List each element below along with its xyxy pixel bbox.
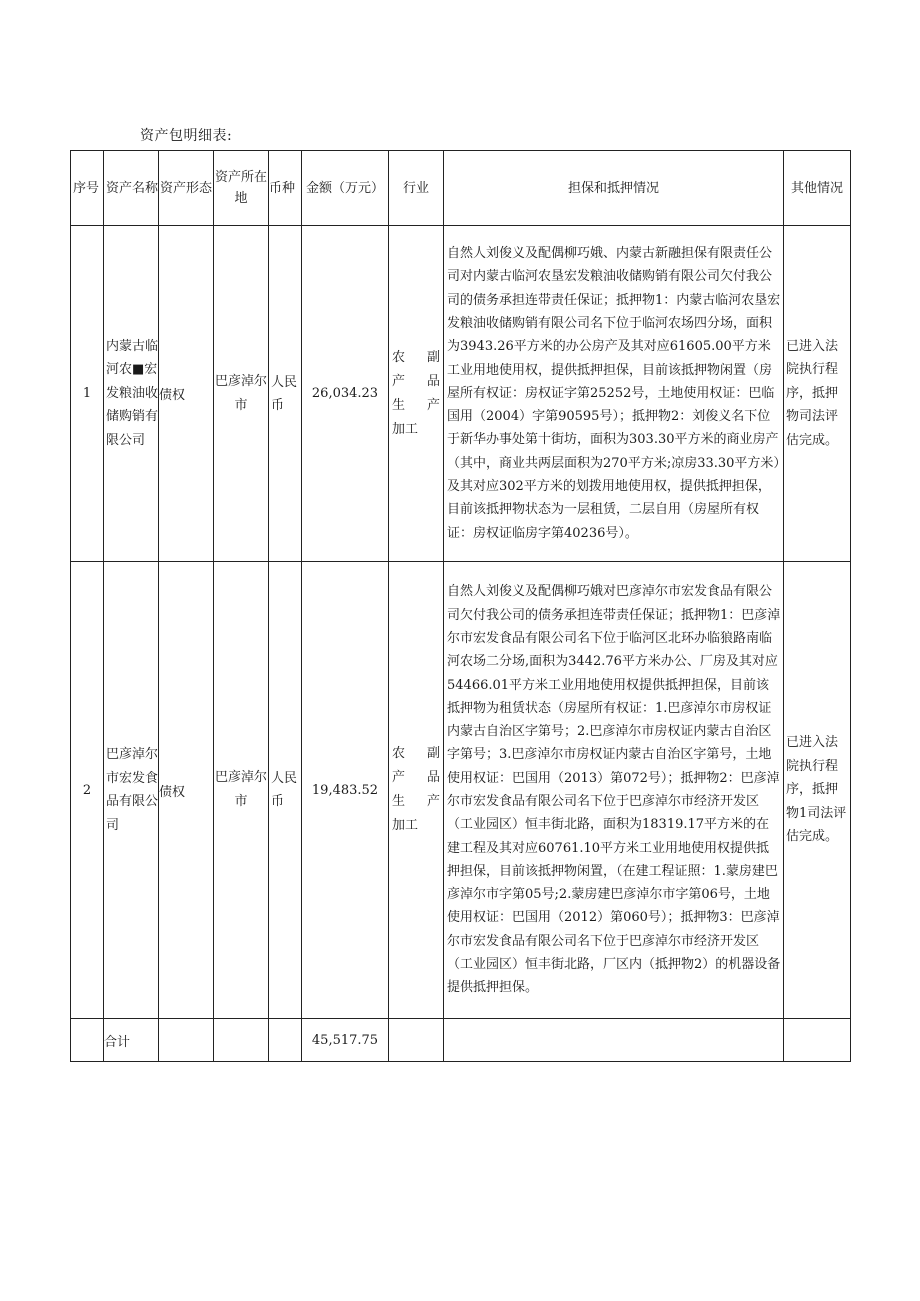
industry-char: 农 (392, 349, 406, 365)
header-form: 资产形态 (159, 151, 214, 226)
row-seq: 1 (71, 226, 104, 562)
table-header-row (71, 151, 851, 226)
row-asset-name: 巴彦淖尔市宏发食品有限公司 (104, 562, 159, 1019)
row-other-info: 已进入法院执行程序，抵押物1司法评估完成。 (784, 562, 851, 1019)
header-amount: 金额（万元） (302, 151, 389, 226)
header-guarantee: 担保和抵押情况 (444, 151, 784, 226)
row-asset-name: 内蒙古临河农■宏发粮油收储购销有限公司 (104, 226, 159, 562)
row-amount: 26,034.23 (302, 226, 389, 562)
total-seq-empty (71, 1019, 104, 1062)
industry-char: 生 (392, 794, 406, 809)
total-empty-cell (389, 1019, 444, 1062)
industry-char: 副 (426, 746, 440, 761)
table-row (71, 562, 851, 1019)
total-empty-cell (444, 1019, 784, 1062)
total-label: 合计 (104, 1019, 159, 1062)
total-amount: 45,517.75 (302, 1019, 389, 1062)
page-title: 资产包明细表: (140, 128, 233, 144)
total-empty-cell (159, 1019, 214, 1062)
row-asset-form: 债权 (159, 562, 214, 1019)
total-row (71, 1019, 851, 1062)
row-other-info: 已进入法院执行程序，抵押物司法评估完成。 (784, 226, 851, 562)
industry-char: 产 (392, 770, 406, 785)
total-empty-cell (214, 1019, 269, 1062)
asset-table (70, 150, 851, 1062)
row-guarantee-detail: 自然人刘俊义及配偶柳巧娥、内蒙古新融担保有限责任公司对内蒙古临河农垦宏发粮油收储购销有限公司欠付我公司的债务承担连带责任保证；抵押物1：内蒙古临河农垦宏发粮油收储购销有限公司名下位于临河农场四分场，面积为3943.26平方米的办公房产及其对应61605.00平方米工业用地使用权，提供抵押担保，目前该抵押物闲置（房屋所有权证：房权证字第25252号，土地使用权证：巴临国用（2004）字第90595号）；抵押物2：刘俊义名下位于新华办事处第十街坊，面积为303.30平方米的商业房产（其中，商业共两层面积为270平方米;凉房33.30平方米）及其对应302平方米的划拨用地使用权，提供抵押担保，目前该抵押物状态为一层租赁，二层自用（房屋所有权证：房权证临房字第40236号）。 (444, 226, 784, 562)
row-currency: 人民币 (269, 562, 302, 1019)
total-empty-cell (269, 1019, 302, 1062)
industry-char: 品 (426, 770, 440, 785)
row-seq: 2 (71, 562, 104, 1019)
industry-char: 副 (426, 349, 440, 365)
industry-char: 加工 (392, 818, 419, 833)
row-location: 巴彦淖尔市 (214, 226, 269, 562)
row-currency: 人民币 (269, 226, 302, 562)
header-other: 其他情况 (784, 151, 851, 226)
industry-char: 产 (426, 397, 440, 413)
header-location: 资产所在地 (214, 151, 269, 226)
header-industry: 行业 (389, 151, 444, 226)
industry-char: 品 (426, 373, 440, 389)
industry-char: 产 (392, 373, 406, 389)
row-location: 巴彦淖尔市 (214, 562, 269, 1019)
total-empty-cell (784, 1019, 851, 1062)
row-guarantee-detail: 自然人刘俊义及配偶柳巧娥对巴彦淖尔市宏发食品有限公司欠付我公司的债务承担连带责任保证；抵押物1：巴彦淖尔市宏发食品有限公司名下位于临河区北环办临狼路南临河农场二分场,面积为3442.76平方米办公、厂房及其对应54466.01平方米工业用地使用权提供抵押担保，目前该抵押物为租赁状态（房屋所有权证：1.巴彦淖尔市房权证内蒙古自治区字第号；2.巴彦淖尔市房权证内蒙古自治区字第号；3.巴彦淖尔市房权证内蒙古自治区字第号，土地使用权证：巴国用（2013）第072号）；抵押物2：巴彦淖尔市宏发食品有限公司名下位于巴彦淖尔市经济开发区（工业园区）恒丰街北路，面积为18319.17平方米的在建工程及其对应60761.10平方米工业用地使用权提供抵押担保，目前该抵押物闲置，（在建工程证照：1.蒙房建巴彦淖尔市字第05号;2.蒙房建巴彦淖尔市字第06号，土地使用权证：巴国用（2012）第060号）；抵押物3：巴彦淖尔市宏发食品有限公司名下位于巴彦淖尔市经济开发区（工业园区）恒丰街北路，厂区内（抵押物2）的机器设备提供抵押担保。 (444, 562, 784, 1019)
industry-char: 生 (392, 397, 406, 413)
industry-char: 加工 (392, 421, 419, 437)
row-amount: 19,483.52 (302, 562, 389, 1019)
row-asset-form: 债权 (159, 226, 214, 562)
industry-char: 农 (392, 746, 406, 761)
table-row (71, 226, 851, 562)
row-industry (389, 562, 444, 1019)
industry-char: 产 (426, 794, 440, 809)
row-industry (389, 226, 444, 562)
header-name: 资产名称 (104, 151, 159, 226)
header-currency: 币种 (269, 151, 302, 226)
header-seq: 序号 (71, 151, 104, 226)
